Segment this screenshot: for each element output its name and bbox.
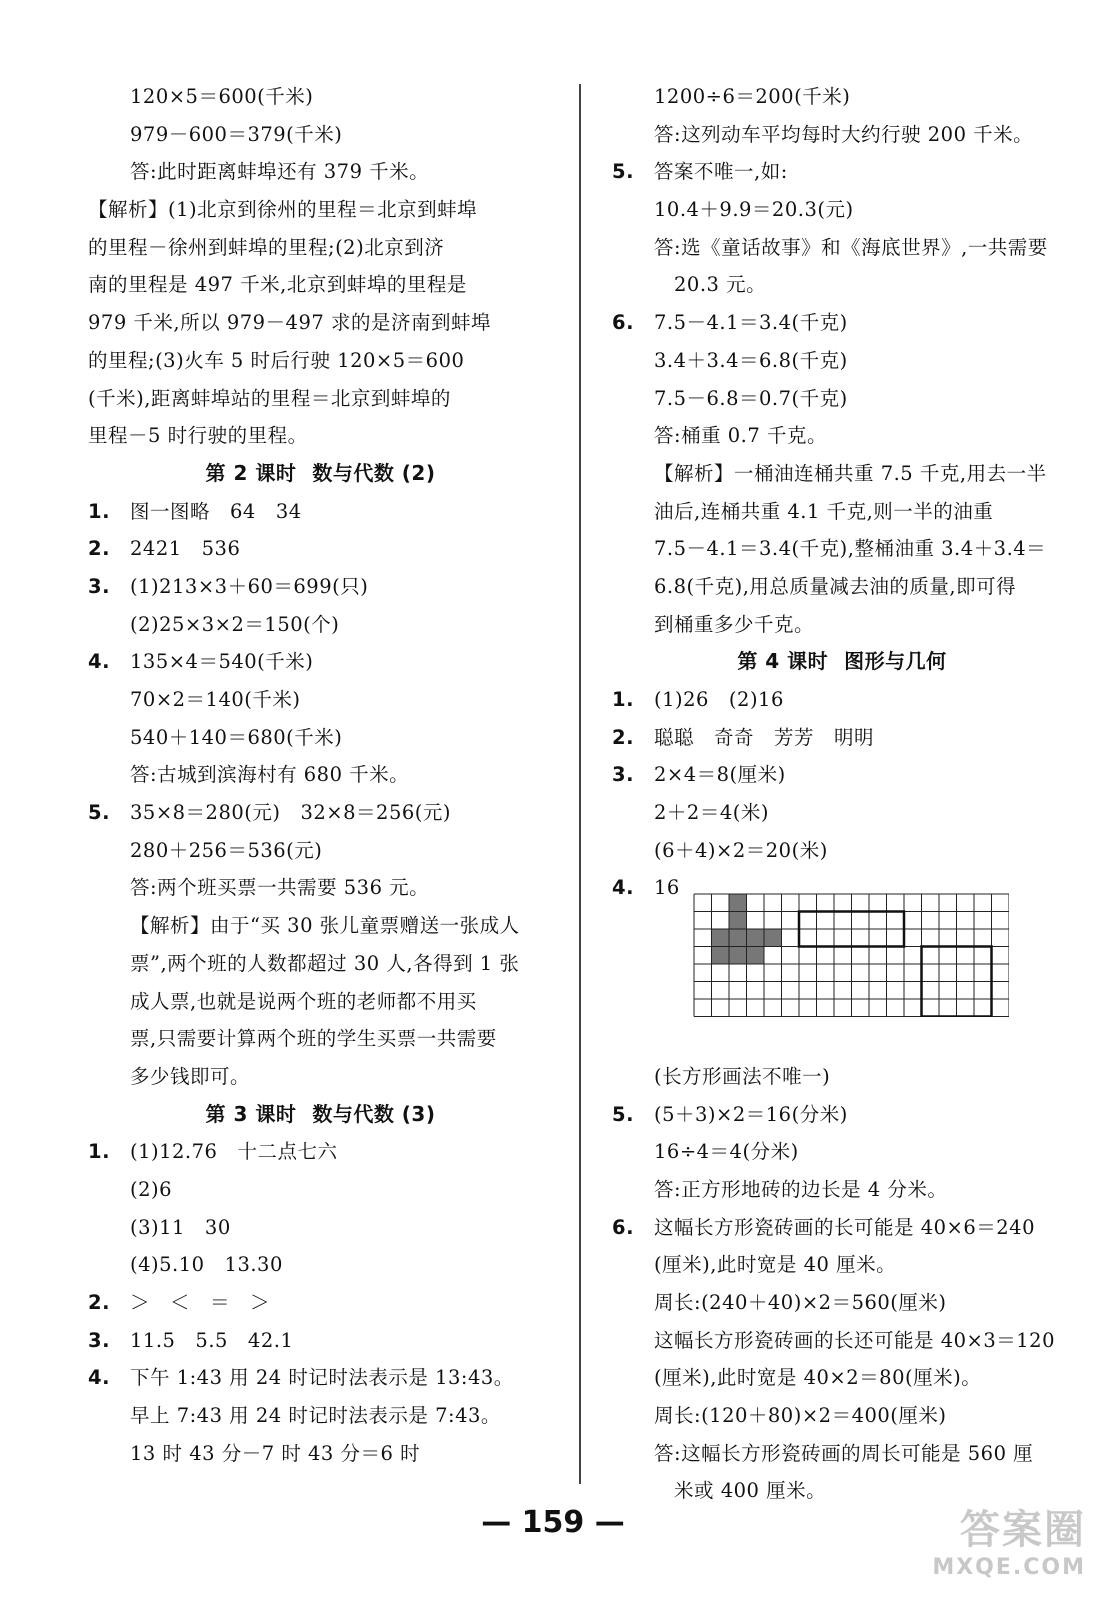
answer-line [88, 493, 553, 531]
answer-text: 票,只需要计算两个班的学生买票一共需要 [130, 1027, 497, 1051]
answer-line [612, 568, 1072, 606]
answer-text: 280＋256＝536(元) [130, 838, 323, 862]
answer-line [612, 191, 1072, 229]
answer-line [612, 493, 1072, 531]
answer-text: 答:古城到滨海村有 680 千米。 [130, 763, 410, 787]
watermark-url: MXQE.COM [932, 1555, 1086, 1580]
answer-text: (6＋4)×2＝20(米) [654, 838, 828, 862]
answer-text: (厘米),此时宽是 40×2＝80(厘米)。 [654, 1366, 982, 1390]
answer-line [612, 1322, 1072, 1360]
question-number: 6. [612, 1215, 634, 1239]
right-column [612, 78, 1072, 1510]
answer-text: 下午 1:43 用 24 时记时法表示是 13:43。 [130, 1366, 514, 1390]
lesson-topic: 数与代数 (2) [312, 460, 436, 485]
answer-text: 成人票,也就是说两个班的老师都不用买 [130, 989, 477, 1013]
answer-text: 7.5－4.1＝3.4(千克) [654, 311, 848, 335]
question-number: 2. [88, 537, 110, 561]
answer-line [88, 719, 553, 757]
answer-text: 里程－5 时行驶的里程。 [88, 424, 308, 448]
answer-line [88, 1058, 553, 1096]
answer-line [612, 681, 1072, 719]
answer-text: 16 [654, 876, 680, 900]
answer-line [88, 869, 553, 907]
question-number: 4. [88, 1366, 110, 1390]
answer-text: 35×8＝280(元) 32×8＝256(元) [130, 801, 451, 825]
answer-line [88, 1284, 553, 1322]
answer-line [612, 455, 1072, 493]
answer-line [88, 153, 553, 191]
answer-text: 7.5－6.8＝0.7(千克) [654, 386, 848, 410]
answer-line [612, 1359, 1072, 1397]
answer-text: (1)26 (2)16 [654, 688, 784, 711]
answer-text: 周长:(240＋40)×2＝560(厘米) [654, 1291, 947, 1314]
question-number: 4. [88, 650, 110, 674]
lesson-number: 第 4 课时 [737, 649, 829, 674]
answer-line [612, 304, 1072, 342]
answer-text: (3)11 30 [130, 1215, 231, 1239]
answer-line [88, 794, 553, 832]
lesson-heading [88, 455, 553, 493]
answer-line [612, 342, 1072, 380]
lesson-topic: 图形与几何 [844, 649, 947, 674]
question-number: 5. [612, 160, 634, 184]
answer-line [612, 1246, 1072, 1284]
question-number: 2. [88, 1291, 110, 1314]
shaded-cell [729, 929, 747, 947]
answer-text: 【解析】(1)北京到徐州的里程＝北京到蚌埠 [88, 198, 478, 222]
answer-line [88, 1171, 553, 1209]
answer-text: ＞ ＜ ＝ ＞ [130, 1291, 271, 1314]
answer-line [88, 342, 553, 380]
answer-text: 这幅长方形瓷砖画的长还可能是 40×3＝120 [654, 1328, 1055, 1352]
answer-line [88, 1397, 553, 1435]
answer-line [612, 417, 1072, 455]
watermark-text: 答案圈 [960, 1507, 1086, 1553]
answer-text: 120×5＝600(千米) [130, 85, 314, 108]
answer-text: (千米),距离蚌埠站的里程＝北京到蚌埠的 [88, 386, 451, 410]
answer-text: 2＋2＝4(米) [654, 801, 769, 825]
answer-text: 票”,两个班的人数都超过 30 人,各得到 1 张 [130, 951, 520, 975]
answer-text: (厘米),此时宽是 40 厘米。 [654, 1253, 897, 1277]
answer-line [612, 229, 1072, 267]
answer-line [88, 832, 553, 870]
answer-text: 答:桶重 0.7 千克。 [654, 424, 827, 448]
page-number: — 159 — [481, 1505, 625, 1540]
answer-line [88, 1209, 553, 1247]
answer-text: 979－600＝379(千米) [130, 122, 343, 146]
answer-line [88, 191, 553, 229]
answer-line [612, 794, 1072, 832]
answer-line [88, 1020, 553, 1058]
answer-text: 米或 400 厘米。 [674, 1479, 827, 1503]
answer-line [612, 116, 1072, 154]
square-grid [693, 893, 1009, 1017]
answer-line [88, 304, 553, 342]
question-number: 3. [612, 763, 634, 787]
answer-text: (2)25×3×2＝150(个) [130, 612, 340, 636]
answer-text: 图一图略 64 34 [130, 499, 302, 523]
question-number: 4. [612, 876, 634, 900]
shaded-cell [729, 894, 747, 912]
answer-line [88, 945, 553, 983]
answer-text: (5＋3)×2＝16(分米) [654, 1102, 848, 1126]
answer-text: (1)213×3＋60＝699(只) [130, 574, 369, 598]
answer-text: 【解析】一桶油连桶共重 7.5 千克,用去一半 [654, 461, 1047, 485]
answer-line [612, 1209, 1072, 1247]
answer-line [88, 229, 553, 267]
answer-line [612, 1397, 1072, 1435]
answer-text: 的里程－徐州到蚌埠的里程;(2)北京到济 [88, 235, 445, 259]
answer-text: 2421 536 [130, 537, 241, 561]
lesson-heading [88, 1096, 553, 1134]
question-number: 3. [88, 1328, 110, 1352]
shaded-cell [712, 929, 730, 947]
answer-line [612, 1435, 1072, 1473]
answer-line [88, 983, 553, 1021]
answer-line [88, 568, 553, 606]
answer-text: 10.4＋9.9＝20.3(元) [654, 198, 854, 222]
answer-line [612, 266, 1072, 304]
shaded-cell [747, 929, 765, 947]
answer-line [88, 1359, 553, 1397]
answer-line [612, 1133, 1072, 1171]
answer-text: 早上 7:43 用 24 时记时法表示是 7:43。 [130, 1404, 501, 1428]
answer-text: 11.5 5.5 42.1 [130, 1328, 294, 1352]
answer-text: 70×2＝140(千米) [130, 688, 301, 711]
answer-text: 16÷4＝4(分米) [654, 1140, 799, 1164]
answer-text: 6.8(千克),用总质量减去油的质量,即可得 [654, 574, 1017, 598]
answer-line [612, 832, 1072, 870]
answer-text: 周长:(120＋80)×2＝400(厘米) [654, 1404, 947, 1428]
answer-line [612, 1096, 1072, 1134]
answer-line [88, 380, 553, 418]
answer-text: 135×4＝540(千米) [130, 650, 314, 674]
shaded-cell [712, 947, 730, 965]
answer-line [612, 1284, 1072, 1322]
figure-space [612, 1020, 1072, 1058]
answer-text: (2)6 [130, 1177, 173, 1201]
question-number: 1. [88, 499, 110, 523]
answer-line [88, 681, 553, 719]
answer-line [88, 907, 553, 945]
answer-line [612, 756, 1072, 794]
question-number: 2. [612, 725, 634, 749]
answer-line [612, 719, 1072, 757]
answer-text: 【解析】由于“买 30 张儿童票赠送一张成人 [130, 914, 520, 938]
answer-line [612, 1058, 1072, 1096]
answer-line [88, 643, 553, 681]
column-divider [579, 84, 581, 1484]
answer-text: (1)12.76 十二点七六 [130, 1140, 338, 1164]
answer-text: 7.5－4.1＝3.4(千克),整桶油重 3.4＋3.4＝ [654, 537, 1047, 561]
answer-text: 答案不唯一,如: [654, 160, 788, 184]
shaded-cell [747, 947, 765, 965]
lesson-number: 第 2 课时 [205, 460, 297, 485]
answer-text: 南的里程是 497 千米,北京到蚌埠的里程是 [88, 273, 467, 297]
answer-line [612, 153, 1072, 191]
question-number: 3. [88, 574, 110, 598]
answer-text: (长方形画法不唯一) [654, 1064, 831, 1088]
answer-text: 油后,连桶共重 4.1 千克,则一半的油重 [654, 499, 994, 523]
answer-line [612, 606, 1072, 644]
answer-line [612, 530, 1072, 568]
answer-text: 2×4＝8(厘米) [654, 763, 786, 787]
answer-line [88, 530, 553, 568]
answer-text: 答:正方形地砖的边长是 4 分米。 [654, 1177, 948, 1201]
answer-text: 13 时 43 分－7 时 43 分＝6 时 [130, 1441, 421, 1465]
answer-text: 1200÷6＝200(千米) [654, 85, 851, 108]
answer-line [88, 417, 553, 455]
left-column [88, 78, 553, 1472]
question-number: 5. [88, 801, 110, 825]
answer-text: 到桶重多少千克。 [654, 612, 815, 636]
answer-line [88, 1246, 553, 1284]
answer-line [88, 1322, 553, 1360]
answer-text: 20.3 元。 [674, 273, 767, 297]
shaded-cell [764, 929, 782, 947]
answer-line [88, 606, 553, 644]
answer-line [612, 380, 1072, 418]
answer-text: 540＋140＝680(千米) [130, 725, 343, 749]
shaded-cell [729, 947, 747, 965]
grid-figure [693, 893, 1009, 1021]
answer-line [88, 756, 553, 794]
watermark-logo [932, 1498, 1086, 1580]
answer-text: 聪聪 奇奇 芳芳 明明 [654, 725, 875, 749]
answer-text: 答:这列动车平均每时大约行驶 200 千米。 [654, 122, 1034, 146]
answer-line [88, 78, 553, 116]
lesson-heading [612, 643, 1072, 681]
answer-text: (4)5.10 13.30 [130, 1253, 283, 1277]
answer-text: 3.4＋3.4＝6.8(千克) [654, 348, 848, 372]
lesson-topic: 数与代数 (3) [312, 1101, 436, 1126]
answer-text: 的里程;(3)火车 5 时后行驶 120×5＝600 [88, 348, 465, 372]
answer-text: 多少钱即可。 [130, 1064, 251, 1088]
answer-line [612, 78, 1072, 116]
answer-text: 答:这幅长方形瓷砖画的周长可能是 560 厘 [654, 1441, 1034, 1465]
answer-line [88, 116, 553, 154]
question-number: 1. [88, 1140, 110, 1164]
question-number: 1. [612, 688, 634, 711]
answer-text: 这幅长方形瓷砖画的长可能是 40×6＝240 [654, 1215, 1035, 1239]
answer-text: 答:此时距离蚌埠还有 379 千米。 [130, 160, 430, 184]
question-number: 5. [612, 1102, 634, 1126]
shaded-cell [729, 912, 747, 930]
lesson-number: 第 3 课时 [205, 1101, 297, 1126]
answer-line [88, 1435, 553, 1473]
answer-text: 答:选《童话故事》和《海底世界》,一共需要 [654, 235, 1048, 259]
question-number: 6. [612, 311, 634, 335]
answer-text: 答:两个班买票一共需要 536 元。 [130, 876, 430, 900]
answer-line [612, 1171, 1072, 1209]
answer-text: 979 千米,所以 979－497 求的是济南到蚌埠 [88, 311, 491, 335]
answer-line [88, 1133, 553, 1171]
answer-line [88, 266, 553, 304]
